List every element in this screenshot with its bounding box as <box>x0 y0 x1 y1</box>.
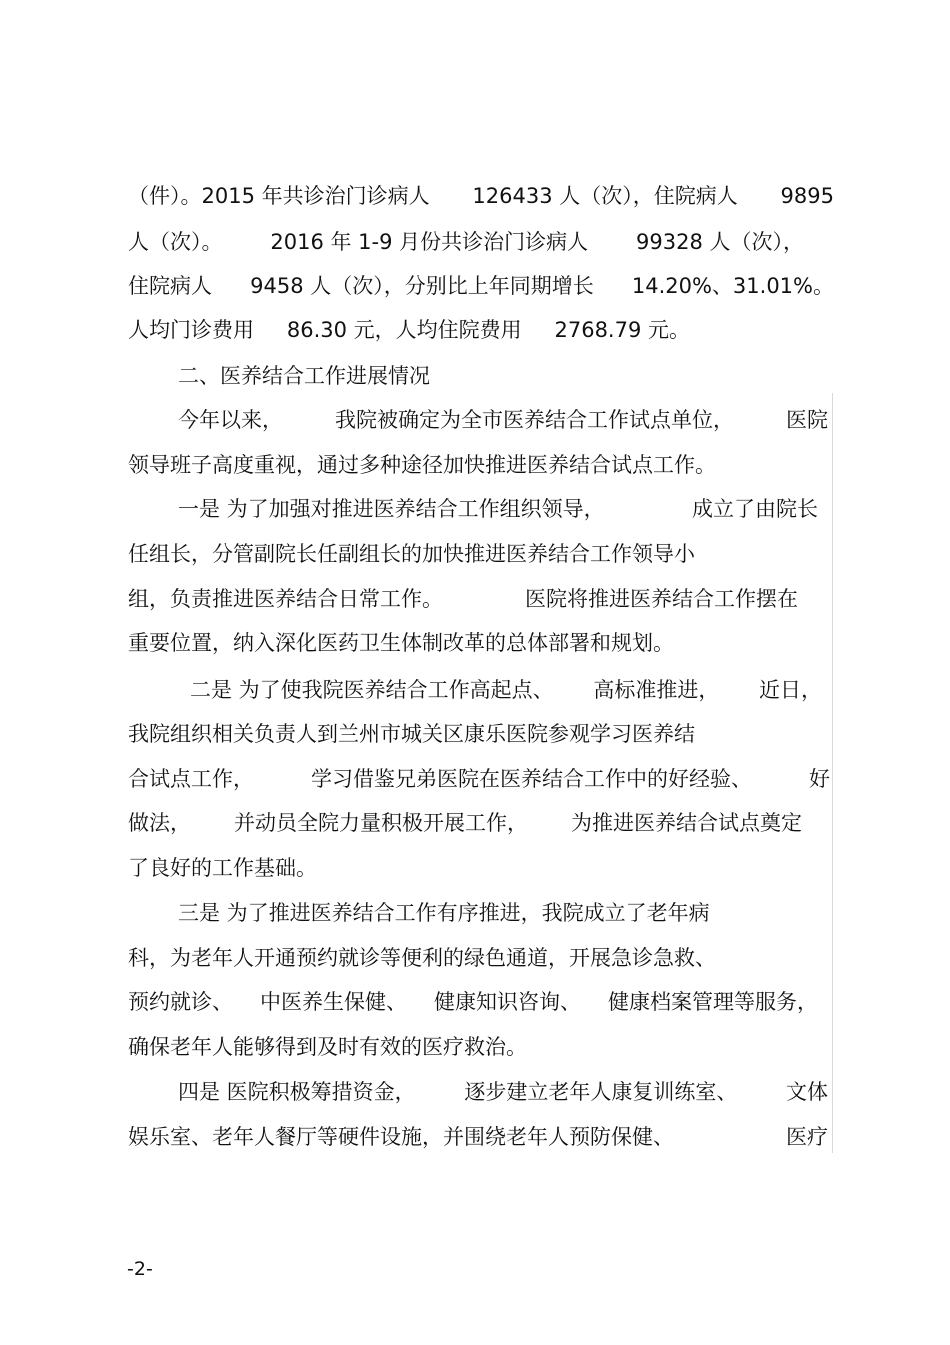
right-margin-rule <box>832 393 833 1153</box>
text-segment: 二是 为了使我院医养结合工作高起点、 <box>190 678 554 702</box>
text-line-8 <box>178 494 818 524</box>
page-number: -2- <box>127 1258 153 1280</box>
text-segment: 中医养生保健、 <box>260 990 407 1014</box>
text-segment: 娱乐室、老年人餐厅等硬件设施，并围绕老年人预防保健、 <box>128 1125 674 1149</box>
text-line-9 <box>128 539 695 569</box>
text-segment: 9895 <box>780 184 834 208</box>
text-segment: 今年以来， <box>178 408 283 432</box>
text-segment: 合试点工作， <box>128 767 254 791</box>
text-line-13 <box>128 719 695 749</box>
text-segment: 近日， <box>759 678 822 702</box>
text-segment: 医疗 <box>786 1125 828 1149</box>
text-line-15 <box>128 808 802 838</box>
text-segment: 好 <box>809 767 830 791</box>
text-segment: 9458 人（次），分别比上年同期增长 <box>250 274 594 298</box>
text-segment: 86.30 元，人均住院费用 <box>286 318 522 342</box>
text-line-7 <box>128 450 716 480</box>
text-segment: 一是 为了加强对推进医养结合工作组织领导， <box>178 497 605 521</box>
text-segment: 了良好的工作基础。 <box>128 856 317 880</box>
text-segment: 重要位置，纳入深化医药卫生体制改革的总体部署和规划。 <box>128 631 674 655</box>
text-line-3 <box>128 271 834 301</box>
text-segment: 并动员全院力量积极开展工作， <box>234 811 528 835</box>
text-segment: 做法， <box>128 811 191 835</box>
text-line-11 <box>128 628 674 658</box>
text-line-12 <box>190 675 822 705</box>
text-segment: 任组长，分管副院长任副组长的加快推进医养结合工作领导小 <box>128 542 695 566</box>
text-line-19 <box>128 987 818 1017</box>
text-segment: 2768.79 元。 <box>554 318 690 342</box>
text-segment: 126433 人（次），住院病人 <box>472 184 738 208</box>
text-segment: 人（次）。 <box>128 230 223 254</box>
text-segment: 学习借鉴兄弟医院在医养结合工作中的好经验、 <box>311 767 752 791</box>
text-line-16 <box>128 853 317 883</box>
text-segment: 健康档案管理等服务， <box>608 990 818 1014</box>
text-segment: （件）。2015 年共诊治门诊病人 <box>128 184 430 208</box>
text-segment: 我院组织相关负责人到兰州市城关区康乐医院参观学习医养结 <box>128 722 695 746</box>
text-segment: 组，负责推进医养结合日常工作。 <box>128 587 443 611</box>
text-line-10 <box>128 584 798 614</box>
text-segment: 人均门诊费用 <box>128 318 254 342</box>
text-line-6 <box>178 405 828 435</box>
text-segment: 14.20%、31.01%。 <box>631 274 834 298</box>
text-segment: 为推进医养结合试点奠定 <box>571 811 802 835</box>
text-segment: 预约就诊、 <box>128 990 233 1014</box>
text-segment: 医院将推进医养结合工作摆在 <box>525 587 798 611</box>
text-segment: 领导班子高度重视，通过多种途径加快推进医养结合试点工作。 <box>128 453 716 477</box>
text-segment: 我院被确定为全市医养结合工作试点单位， <box>335 408 734 432</box>
text-segment: 医院 <box>786 408 828 432</box>
text-segment: 住院病人 <box>128 274 212 298</box>
text-segment: 文体 <box>786 1080 828 1104</box>
text-line-2 <box>128 227 804 257</box>
text-line-22 <box>128 1122 828 1152</box>
text-segment: 高标准推进， <box>593 678 720 702</box>
text-line-14 <box>128 764 830 794</box>
text-segment: 成立了由院长 <box>692 497 818 521</box>
text-segment: 健康知识咨询、 <box>434 990 581 1014</box>
text-line-20 <box>128 1032 527 1062</box>
text-segment: 确保老年人能够得到及时有效的医疗救治。 <box>128 1035 527 1059</box>
text-segment: 99328 人（次）， <box>636 230 804 254</box>
text-segment: 四是 医院积极筹措资金， <box>178 1080 416 1104</box>
text-segment: 二、医养结合工作进展情况 <box>178 364 430 388</box>
text-segment: 科，为老年人开通预约就诊等便利的绿色通道，开展急诊急救、 <box>128 946 716 970</box>
section-heading <box>178 361 430 391</box>
text-line-18 <box>128 943 716 973</box>
text-line-1 <box>128 181 834 211</box>
text-line-21 <box>178 1077 828 1107</box>
text-line-17 <box>178 898 710 928</box>
text-segment: 三是 为了推进医养结合工作有序推进，我院成立了老年病 <box>178 901 710 925</box>
text-segment: 2016 年 1-9 月份共诊治门诊病人 <box>270 230 589 254</box>
text-segment: 逐步建立老年人康复训练室、 <box>464 1080 738 1104</box>
text-line-4 <box>128 315 690 345</box>
